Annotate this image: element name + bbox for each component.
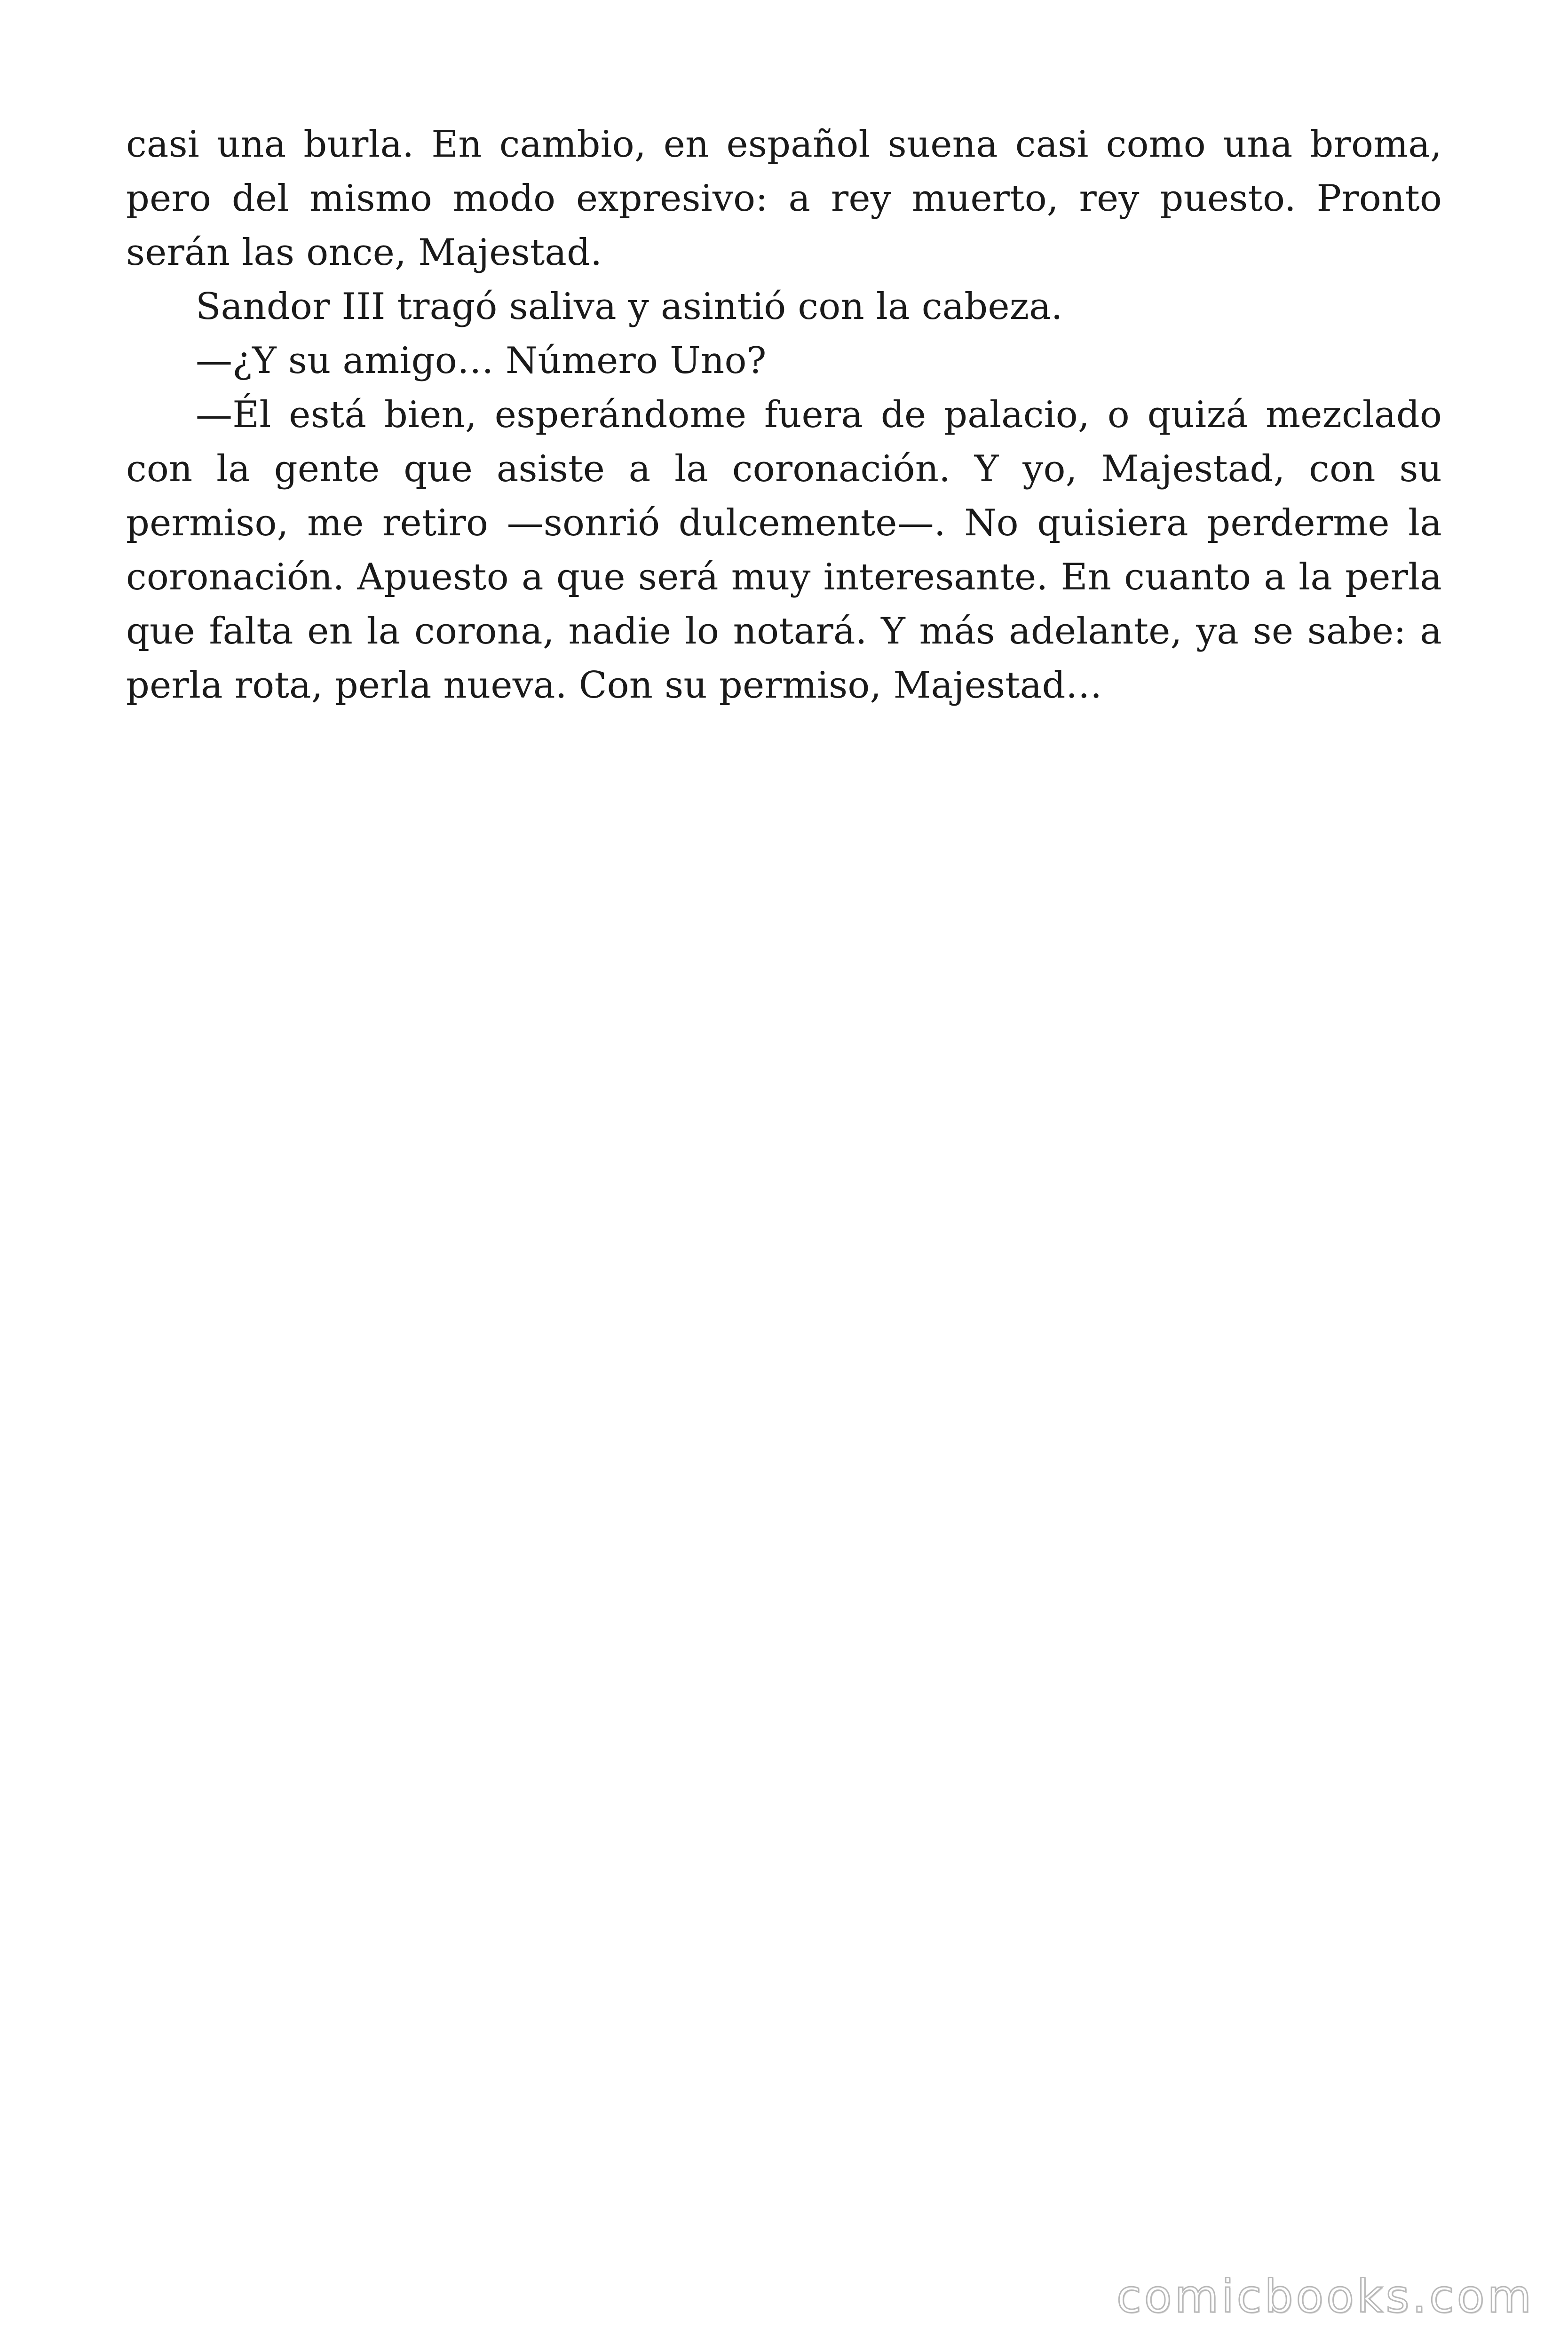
paragraph-continuation: casi una burla. En cambio, en español suena casi como una broma, pero del mismo modo expresivo: a rey muerto, rey puesto. Pronto serán las once, Majestad.: [126, 123, 1442, 274]
watermark-logo: comicbooks.com: [1116, 2270, 1534, 2323]
body-text: [126, 118, 1442, 713]
paragraph-narration: Sandor III tragó saliva y asintió con la cabeza.: [196, 286, 1063, 328]
paragraph-dialogue-reply: —Él está bien, esperándome fuera de palacio, o quizá mezclado con la gente que asiste a la coronación. Y yo, Majestad, con su permiso, me retiro —sonrió dulcemente—. No quisiera perderme la coronación. Apuesto a que será muy interesante. En cuanto a la perla que falta en la corona, nadie lo notará. Y más adelante, ya se sabe: a perla rota, perla nueva. Con su permiso, Majestad…: [126, 394, 1442, 707]
paragraph-dialogue-question: —¿Y su amigo… Número Uno?: [196, 340, 767, 382]
